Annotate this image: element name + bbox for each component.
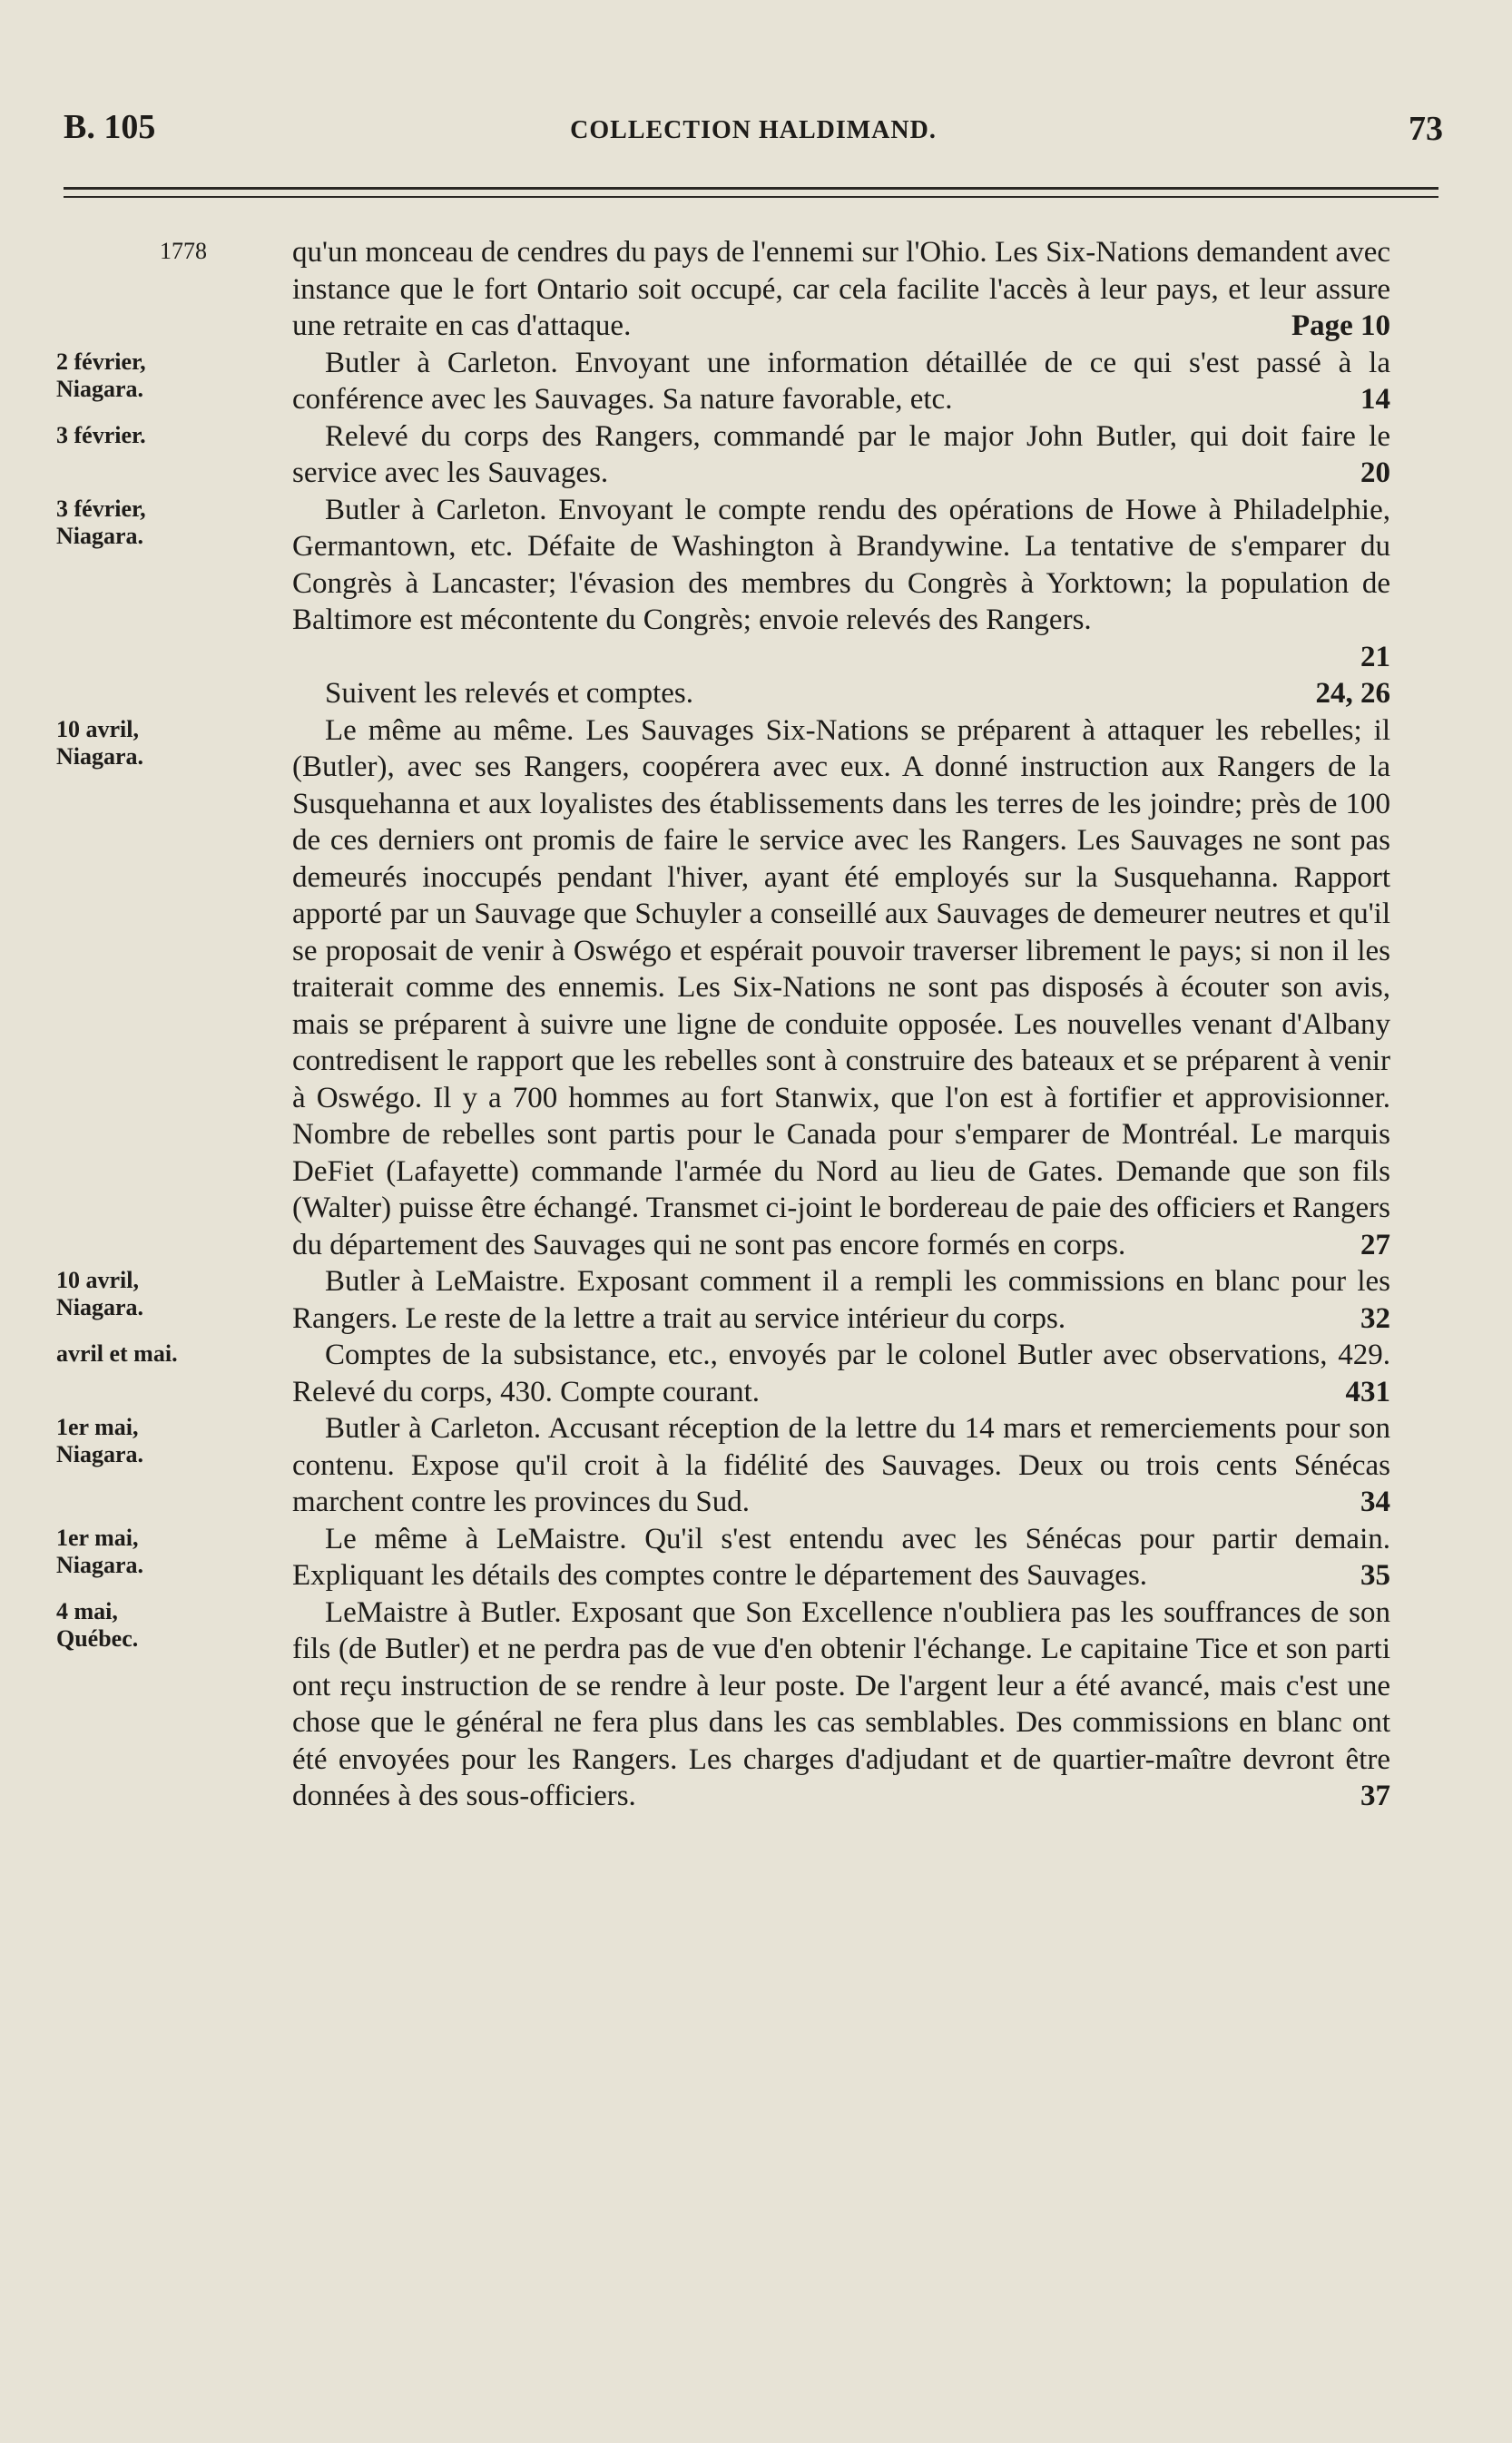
entry-text: Butler à LeMaistre. Exposant comment il a rempli les commissions en blanc pour les Rangers. Le reste de la lettre a trait au service intérieur du corps. <box>292 1265 1390 1335</box>
entry-date: 3 février. <box>56 421 146 448</box>
entry-text: qu'un monceau de cendres du pays de l'ennemi sur l'Ohio. Les Six-Nations demandent avec instance que le fort Ontario soit occupé, car cela facilite l'accès à leur pays, et leur assure une retraite en cas d'attaque. <box>292 236 1390 342</box>
entry-1778 <box>0 234 1512 345</box>
entry-releves <box>0 675 1512 712</box>
entry-body <box>292 234 1390 345</box>
entry-date: 4 mai, Québec. <box>56 1597 139 1652</box>
entry-date: avril et mai. <box>56 1340 178 1367</box>
page-reference: 32 <box>1360 1301 1390 1335</box>
entry-date: 10 avril, Niagara. <box>56 715 144 770</box>
entry-text: Relevé du corps des Rangers, commandé par le major John Butler, qui doit faire le service avec les Sauvages. <box>292 419 1390 489</box>
entry-4-mai <box>0 1594 1512 1815</box>
entry-text: Comptes de la subsistance, etc., envoyés par le colonel Butler avec observations, 429. Relevé du corps, 430. Compte courant. <box>292 1339 1390 1408</box>
page-header <box>64 107 1443 162</box>
entry-avril-mai <box>0 1337 1512 1410</box>
page-reference: 20 <box>1360 456 1390 489</box>
entry-text: Le même au même. Les Sauvages Six-Nations se préparent à attaquer les rebelles; il (Butler), avec ses Rangers, coopérera avec eux. A donné instruction aux Rangers de la Susquehanna et aux loyalistes des établissements dans les terres de les joindre; près de 100 de ces derniers ont promis de faire le service avec les Rangers. Les Sauvages ne sont pas demeurés inoccupés pendant l'hiver, ayant été employés sur la Susquehanna. Rapport apporté par un Sauvage que Schuyler a conseillé aux Sauvages de demeurer neutres et qu'il se proposait de venir à Oswégo et espérait pouvoir traverser librement le pays; si non il les traiterait comme des ennemis. Les Six-Nations ne sont pas disposés à écouter son avis, mais se préparent à suivre une ligne de conduite opposée. Les nouvelles venant d'Albany contredisent le rapport que les rebelles sont à construire des bateaux et se préparent à venir à Oswégo. Il y a 700 hommes au fort Stanwix, que l'on est à fortifier et approvisionner. Nombre de rebelles sont partis pour le Canada pour s'emparer de Montréal. Le marquis DeFiet (Lafayette) commande l'armée du Nord au lieu de Gates. Demande que son fils (Walter) puisse être échangé. Transmet ci-joint le bordereau de paie des officiers et Rangers du département des Sauvages qui ne sont pas encore formés en corps. <box>292 713 1390 1261</box>
calendar-entries <box>0 234 1512 1815</box>
series-label: B. 105 <box>64 108 156 146</box>
collection-title: COLLECTION HALDIMAND. <box>570 116 937 144</box>
entry-body <box>292 1410 1390 1521</box>
page-reference: 37 <box>1360 1780 1390 1812</box>
entry-1er-mai-lemaistre <box>0 1521 1512 1594</box>
entry-body <box>292 675 1390 712</box>
header-rule <box>64 187 1438 190</box>
page-reference: 431 <box>1345 1375 1390 1408</box>
page-reference: 27 <box>1360 1228 1390 1261</box>
page-reference: 34 <box>1360 1486 1390 1518</box>
page-reference: Page 10 <box>1291 309 1390 342</box>
entry-date: 3 février, Niagara. <box>56 495 146 549</box>
entry-body <box>292 1263 1390 1337</box>
entry-body <box>292 1337 1390 1410</box>
page-reference: 21 <box>1360 640 1390 673</box>
header-rule-secondary <box>64 196 1438 198</box>
entry-3-fevrier-niagara <box>0 492 1512 676</box>
entry-body <box>292 1521 1390 1594</box>
entry-1er-mai <box>0 1410 1512 1521</box>
entry-text: Suivent les relevés et comptes. <box>325 677 693 710</box>
page-number: 73 <box>1409 110 1443 148</box>
entry-text: Butler à Carleton. Accusant réception de la lettre du 14 mars et remerciements pour son contenu. Expose qu'il croit à la fidélité des Sauvages. Deux ou trois cents Sénécas marchent contre les provinces du Sud. <box>292 1412 1390 1518</box>
entry-body <box>292 1594 1390 1815</box>
entry-text: Butler à Carleton. Envoyant le compte rendu des opérations de Howe à Philadelphie, Germantown, etc. Défaite de Washington à Brandywine. La tentative de s'emparer du Congrès à Lancaster; l'évasion des membres du Congrès à Yorktown; la population de Baltimore est mécontente du Congrès; envoie relevés des Rangers. <box>292 493 1390 636</box>
page-reference: 35 <box>1360 1559 1390 1592</box>
entry-body <box>292 418 1390 492</box>
entry-date: 2 février, Niagara. <box>56 348 146 402</box>
entry-10-avril <box>0 712 1512 1264</box>
entry-3-fevrier <box>0 418 1512 492</box>
entry-body <box>292 492 1390 676</box>
entry-2-fevrier <box>0 345 1512 418</box>
entry-text: Le même à LeMaistre. Qu'il s'est entendu avec les Sénécas pour partir demain. Expliquant les détails des comptes contre le département des Sauvages. <box>292 1522 1390 1592</box>
page-reference: 14 <box>1360 383 1390 416</box>
entry-body <box>292 712 1390 1264</box>
entry-10-avril-lemaistre <box>0 1263 1512 1337</box>
entry-text: LeMaistre à Butler. Exposant que Son Excellence n'oubliera pas les souffrances de son fils (de Butler) et ne perdra pas de vue d'en obtenir l'échange. Le capitaine Tice et son parti ont reçu instruction de se rendre à leur poste. De l'argent leur a été avancé, mais c'est une chose que le général ne fera plus dans les cas semblables. Des commissions en blanc ont été envoyées pour les Rangers. Les charges d'adjudant et de quartier-maître devront être données à des sous-officiers. <box>292 1595 1390 1812</box>
entry-body <box>292 345 1390 418</box>
page-reference: 24, 26 <box>1315 677 1390 710</box>
entry-date: 1er mai, Niagara. <box>56 1524 144 1578</box>
entry-text: Butler à Carleton. Envoyant une information détaillée de ce qui s'est passé à la conférence avec les Sauvages. Sa nature favorable, etc. <box>292 346 1390 416</box>
entry-date: 1er mai, Niagara. <box>56 1414 144 1467</box>
entry-date: 10 avril, Niagara. <box>56 1267 144 1320</box>
entry-date: 1778 <box>160 238 207 264</box>
